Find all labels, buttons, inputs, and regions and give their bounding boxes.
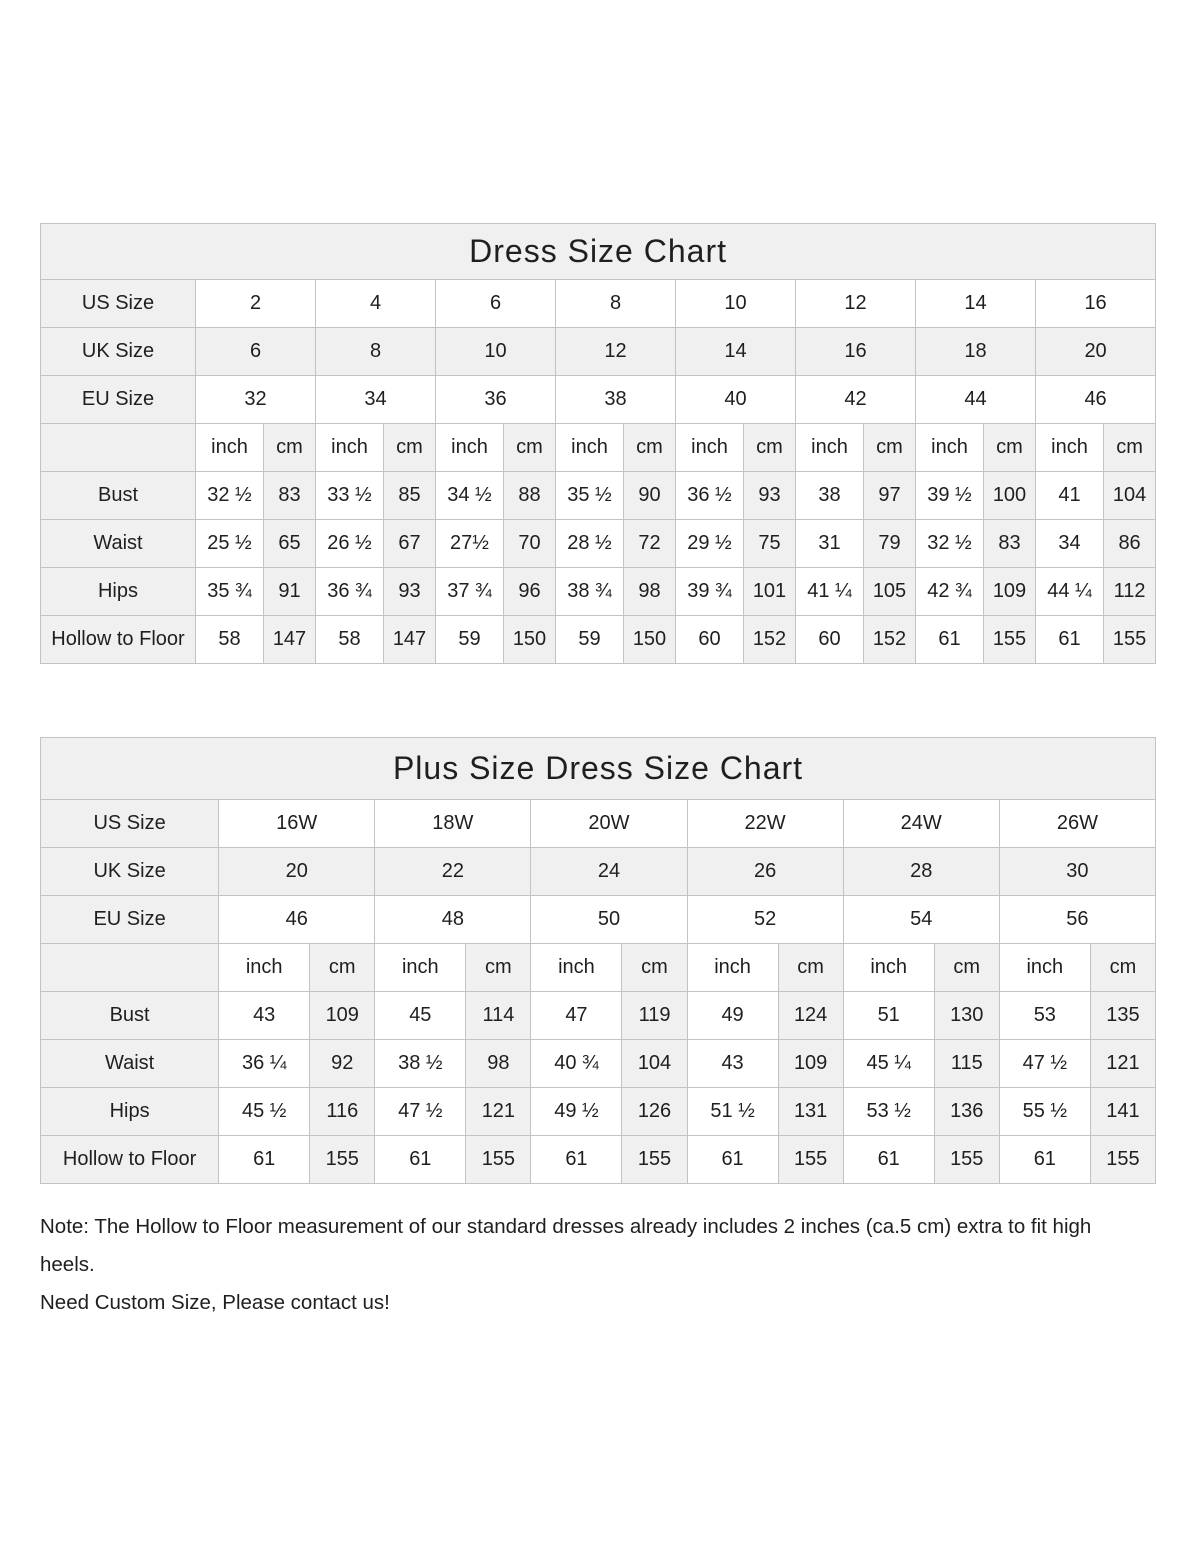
- unit-label-inch: inch: [375, 944, 466, 992]
- measure-cm-cell: 152: [864, 616, 916, 664]
- unit-label-inch: inch: [676, 424, 744, 472]
- unit-label-cm: cm: [934, 944, 999, 992]
- size-cell: 20: [219, 848, 375, 896]
- measure-cm-cell: 119: [622, 992, 687, 1040]
- measure-cm-cell: 93: [384, 568, 436, 616]
- size-cell: 2: [196, 280, 316, 328]
- unit-label-inch: inch: [687, 944, 778, 992]
- size-cell: 44: [916, 376, 1036, 424]
- measure-inch-cell: 43: [219, 992, 310, 1040]
- measure-inch-cell: 36 ¾: [316, 568, 384, 616]
- measure-inch-cell: 58: [316, 616, 384, 664]
- row-label-hollow-to-floor: Hollow to Floor: [41, 616, 196, 664]
- measure-cm-cell: 150: [624, 616, 676, 664]
- measure-inch-cell: 37 ¾: [436, 568, 504, 616]
- measure-inch-cell: 51 ½: [687, 1088, 778, 1136]
- measure-inch-cell: 61: [843, 1136, 934, 1184]
- unit-label-cm: cm: [1090, 944, 1155, 992]
- measurement-row: [41, 992, 1156, 1040]
- measure-inch-cell: 38 ½: [375, 1040, 466, 1088]
- measure-inch-cell: 43: [687, 1040, 778, 1088]
- measure-cm-cell: 155: [778, 1136, 843, 1184]
- measure-cm-cell: 155: [466, 1136, 531, 1184]
- measure-inch-cell: 58: [196, 616, 264, 664]
- measure-inch-cell: 61: [375, 1136, 466, 1184]
- measure-inch-cell: 59: [556, 616, 624, 664]
- plus-size-dress-size-chart-table: [40, 737, 1156, 1184]
- size-cell: 22: [375, 848, 531, 896]
- measure-cm-cell: 65: [264, 520, 316, 568]
- unit-label-cm: cm: [778, 944, 843, 992]
- measure-cm-cell: 90: [624, 472, 676, 520]
- measure-cm-cell: 104: [622, 1040, 687, 1088]
- size-cell: 28: [843, 848, 999, 896]
- measure-inch-cell: 36 ¼: [219, 1040, 310, 1088]
- unit-label-cm: cm: [310, 944, 375, 992]
- measure-inch-cell: 38 ¾: [556, 568, 624, 616]
- measure-cm-cell: 92: [310, 1040, 375, 1088]
- unit-label-cm: cm: [864, 424, 916, 472]
- measure-cm-cell: 152: [744, 616, 796, 664]
- measure-inch-cell: 47 ½: [375, 1088, 466, 1136]
- measure-inch-cell: 35 ½: [556, 472, 624, 520]
- row-label-uk-size: UK Size: [41, 848, 219, 896]
- measure-cm-cell: 155: [310, 1136, 375, 1184]
- measure-cm-cell: 96: [504, 568, 556, 616]
- measure-inch-cell: 45: [375, 992, 466, 1040]
- measure-cm-cell: 131: [778, 1088, 843, 1136]
- measure-inch-cell: 34: [1036, 520, 1104, 568]
- row-label-uk-size: UK Size: [41, 328, 196, 376]
- unit-label-cm: cm: [264, 424, 316, 472]
- measure-cm-cell: 124: [778, 992, 843, 1040]
- measure-cm-cell: 130: [934, 992, 999, 1040]
- size-cell: 16W: [219, 800, 375, 848]
- measure-cm-cell: 105: [864, 568, 916, 616]
- size-system-row: [41, 328, 1156, 376]
- size-cell: 16: [796, 328, 916, 376]
- measure-cm-cell: 93: [744, 472, 796, 520]
- measure-inch-cell: 49: [687, 992, 778, 1040]
- row-label-bust: Bust: [41, 992, 219, 1040]
- measure-inch-cell: 61: [687, 1136, 778, 1184]
- size-cell: 12: [556, 328, 676, 376]
- size-cell: 24W: [843, 800, 999, 848]
- measure-cm-cell: 86: [1104, 520, 1156, 568]
- row-label-waist: Waist: [41, 520, 196, 568]
- size-cell: 54: [843, 896, 999, 944]
- size-cell: 24: [531, 848, 687, 896]
- measure-inch-cell: 61: [999, 1136, 1090, 1184]
- measure-cm-cell: 83: [984, 520, 1036, 568]
- measure-cm-cell: 104: [1104, 472, 1156, 520]
- measure-cm-cell: 112: [1104, 568, 1156, 616]
- measure-inch-cell: 32 ½: [916, 520, 984, 568]
- measure-cm-cell: 67: [384, 520, 436, 568]
- measure-cm-cell: 70: [504, 520, 556, 568]
- measure-inch-cell: 47 ½: [999, 1040, 1090, 1088]
- measure-inch-cell: 39 ½: [916, 472, 984, 520]
- measure-inch-cell: 49 ½: [531, 1088, 622, 1136]
- measure-inch-cell: 26 ½: [316, 520, 384, 568]
- measure-cm-cell: 114: [466, 992, 531, 1040]
- size-cell: 32: [196, 376, 316, 424]
- measure-inch-cell: 47: [531, 992, 622, 1040]
- measure-cm-cell: 155: [622, 1136, 687, 1184]
- size-system-row: [41, 800, 1156, 848]
- measure-inch-cell: 59: [436, 616, 504, 664]
- size-cell: 40: [676, 376, 796, 424]
- measure-cm-cell: 100: [984, 472, 1036, 520]
- unit-label-inch: inch: [316, 424, 384, 472]
- unit-label-inch: inch: [796, 424, 864, 472]
- size-cell: 46: [219, 896, 375, 944]
- size-cell: 8: [556, 280, 676, 328]
- measure-inch-cell: 29 ½: [676, 520, 744, 568]
- measure-cm-cell: 126: [622, 1088, 687, 1136]
- measure-cm-cell: 98: [466, 1040, 531, 1088]
- chart-title: Dress Size Chart: [41, 224, 1156, 280]
- row-label-eu-size: EU Size: [41, 896, 219, 944]
- size-cell: 26W: [999, 800, 1155, 848]
- measure-inch-cell: 31: [796, 520, 864, 568]
- note-custom-size: Need Custom Size, Please contact us!: [40, 1291, 390, 1314]
- row-label-hips: Hips: [41, 568, 196, 616]
- measure-cm-cell: 155: [984, 616, 1036, 664]
- measure-cm-cell: 147: [264, 616, 316, 664]
- measure-cm-cell: 150: [504, 616, 556, 664]
- measure-inch-cell: 55 ½: [999, 1088, 1090, 1136]
- chart-title-row: [41, 224, 1156, 280]
- measure-cm-cell: 135: [1090, 992, 1155, 1040]
- measure-inch-cell: 25 ½: [196, 520, 264, 568]
- measure-inch-cell: 45 ½: [219, 1088, 310, 1136]
- size-system-row: [41, 376, 1156, 424]
- size-cell: 42: [796, 376, 916, 424]
- measure-inch-cell: 61: [1036, 616, 1104, 664]
- measure-inch-cell: 51: [843, 992, 934, 1040]
- size-cell: 34: [316, 376, 436, 424]
- notes: [40, 1208, 1158, 1322]
- measure-inch-cell: 39 ¾: [676, 568, 744, 616]
- measure-cm-cell: 91: [264, 568, 316, 616]
- row-label-us-size: US Size: [41, 280, 196, 328]
- size-cell: 16: [1036, 280, 1156, 328]
- measure-inch-cell: 36 ½: [676, 472, 744, 520]
- size-cell: 6: [436, 280, 556, 328]
- measure-cm-cell: 79: [864, 520, 916, 568]
- measure-inch-cell: 33 ½: [316, 472, 384, 520]
- measure-inch-cell: 40 ¾: [531, 1040, 622, 1088]
- row-label-hips: Hips: [41, 1088, 219, 1136]
- size-cell: 22W: [687, 800, 843, 848]
- measurement-row: [41, 1088, 1156, 1136]
- row-label-hollow-to-floor: Hollow to Floor: [41, 1136, 219, 1184]
- size-cell: 12: [796, 280, 916, 328]
- measure-cm-cell: 155: [934, 1136, 999, 1184]
- size-cell: 10: [676, 280, 796, 328]
- row-label-us-size: US Size: [41, 800, 219, 848]
- size-cell: 38: [556, 376, 676, 424]
- measure-inch-cell: 61: [219, 1136, 310, 1184]
- measure-cm-cell: 101: [744, 568, 796, 616]
- measure-inch-cell: 44 ¼: [1036, 568, 1104, 616]
- size-system-row: [41, 848, 1156, 896]
- size-cell: 20W: [531, 800, 687, 848]
- size-system-row: [41, 280, 1156, 328]
- measure-cm-cell: 121: [466, 1088, 531, 1136]
- unit-label-inch: inch: [1036, 424, 1104, 472]
- measurement-row: [41, 520, 1156, 568]
- unit-label-inch: inch: [531, 944, 622, 992]
- unit-label-cm: cm: [384, 424, 436, 472]
- size-cell: 56: [999, 896, 1155, 944]
- measure-cm-cell: 75: [744, 520, 796, 568]
- measure-cm-cell: 116: [310, 1088, 375, 1136]
- unit-label-cm: cm: [622, 944, 687, 992]
- unit-label-inch: inch: [436, 424, 504, 472]
- unit-label-inch: inch: [999, 944, 1090, 992]
- measure-cm-cell: 97: [864, 472, 916, 520]
- unit-label-inch: inch: [219, 944, 310, 992]
- measure-inch-cell: 38: [796, 472, 864, 520]
- measure-inch-cell: 42 ¾: [916, 568, 984, 616]
- size-cell: 20: [1036, 328, 1156, 376]
- size-cell: 48: [375, 896, 531, 944]
- unit-label-cm: cm: [504, 424, 556, 472]
- units-row: [41, 944, 1156, 992]
- unit-label-inch: inch: [556, 424, 624, 472]
- size-cell: 10: [436, 328, 556, 376]
- dress-size-chart-table: [40, 223, 1156, 664]
- measurement-row: [41, 1136, 1156, 1184]
- measure-inch-cell: 28 ½: [556, 520, 624, 568]
- size-cell: 46: [1036, 376, 1156, 424]
- size-cell: 14: [916, 280, 1036, 328]
- unit-label-cm: cm: [466, 944, 531, 992]
- unit-label-cm: cm: [984, 424, 1036, 472]
- measure-cm-cell: 136: [934, 1088, 999, 1136]
- measure-cm-cell: 85: [384, 472, 436, 520]
- size-cell: 8: [316, 328, 436, 376]
- unit-label-inch: inch: [843, 944, 934, 992]
- size-cell: 18W: [375, 800, 531, 848]
- measure-inch-cell: 41 ¼: [796, 568, 864, 616]
- measure-cm-cell: 72: [624, 520, 676, 568]
- size-cell: 14: [676, 328, 796, 376]
- measure-inch-cell: 27½: [436, 520, 504, 568]
- chart-title-row: [41, 738, 1156, 800]
- measure-cm-cell: 141: [1090, 1088, 1155, 1136]
- unit-label-cm: cm: [1104, 424, 1156, 472]
- row-label-eu-size: EU Size: [41, 376, 196, 424]
- measure-inch-cell: 53 ½: [843, 1088, 934, 1136]
- size-cell: 6: [196, 328, 316, 376]
- measure-inch-cell: 32 ½: [196, 472, 264, 520]
- measure-cm-cell: 155: [1104, 616, 1156, 664]
- measure-inch-cell: 45 ¼: [843, 1040, 934, 1088]
- measure-cm-cell: 147: [384, 616, 436, 664]
- size-system-row: [41, 896, 1156, 944]
- unit-label-cm: cm: [744, 424, 796, 472]
- measure-cm-cell: 88: [504, 472, 556, 520]
- chart-title: Plus Size Dress Size Chart: [41, 738, 1156, 800]
- size-cell: 26: [687, 848, 843, 896]
- units-row: [41, 424, 1156, 472]
- measure-cm-cell: 115: [934, 1040, 999, 1088]
- measurement-row: [41, 472, 1156, 520]
- size-cell: 52: [687, 896, 843, 944]
- measurement-row: [41, 568, 1156, 616]
- unit-label-inch: inch: [196, 424, 264, 472]
- measure-cm-cell: 121: [1090, 1040, 1155, 1088]
- size-cell: 18: [916, 328, 1036, 376]
- row-label-bust: Bust: [41, 472, 196, 520]
- measure-cm-cell: 109: [984, 568, 1036, 616]
- measure-inch-cell: 61: [916, 616, 984, 664]
- measure-cm-cell: 98: [624, 568, 676, 616]
- size-cell: 36: [436, 376, 556, 424]
- measure-cm-cell: 109: [310, 992, 375, 1040]
- size-cell: 50: [531, 896, 687, 944]
- measure-cm-cell: 109: [778, 1040, 843, 1088]
- measure-inch-cell: 41: [1036, 472, 1104, 520]
- size-cell: 4: [316, 280, 436, 328]
- unit-label-inch: inch: [916, 424, 984, 472]
- note-hollow-to-floor: Note: The Hollow to Floor measurement of our standard dresses already includes 2 inches (ca.5 cm) extra to fit high heels.: [40, 1215, 1092, 1276]
- measurement-row: [41, 1040, 1156, 1088]
- measure-cm-cell: 83: [264, 472, 316, 520]
- unit-label-cm: cm: [624, 424, 676, 472]
- size-cell: 30: [999, 848, 1155, 896]
- measure-cm-cell: 155: [1090, 1136, 1155, 1184]
- row-label-waist: Waist: [41, 1040, 219, 1088]
- measure-inch-cell: 61: [531, 1136, 622, 1184]
- corner-cell: [41, 424, 196, 472]
- measure-inch-cell: 35 ¾: [196, 568, 264, 616]
- measure-inch-cell: 60: [796, 616, 864, 664]
- measure-inch-cell: 60: [676, 616, 744, 664]
- measure-inch-cell: 34 ½: [436, 472, 504, 520]
- measurement-row: [41, 616, 1156, 664]
- measure-inch-cell: 53: [999, 992, 1090, 1040]
- corner-cell: [41, 944, 219, 992]
